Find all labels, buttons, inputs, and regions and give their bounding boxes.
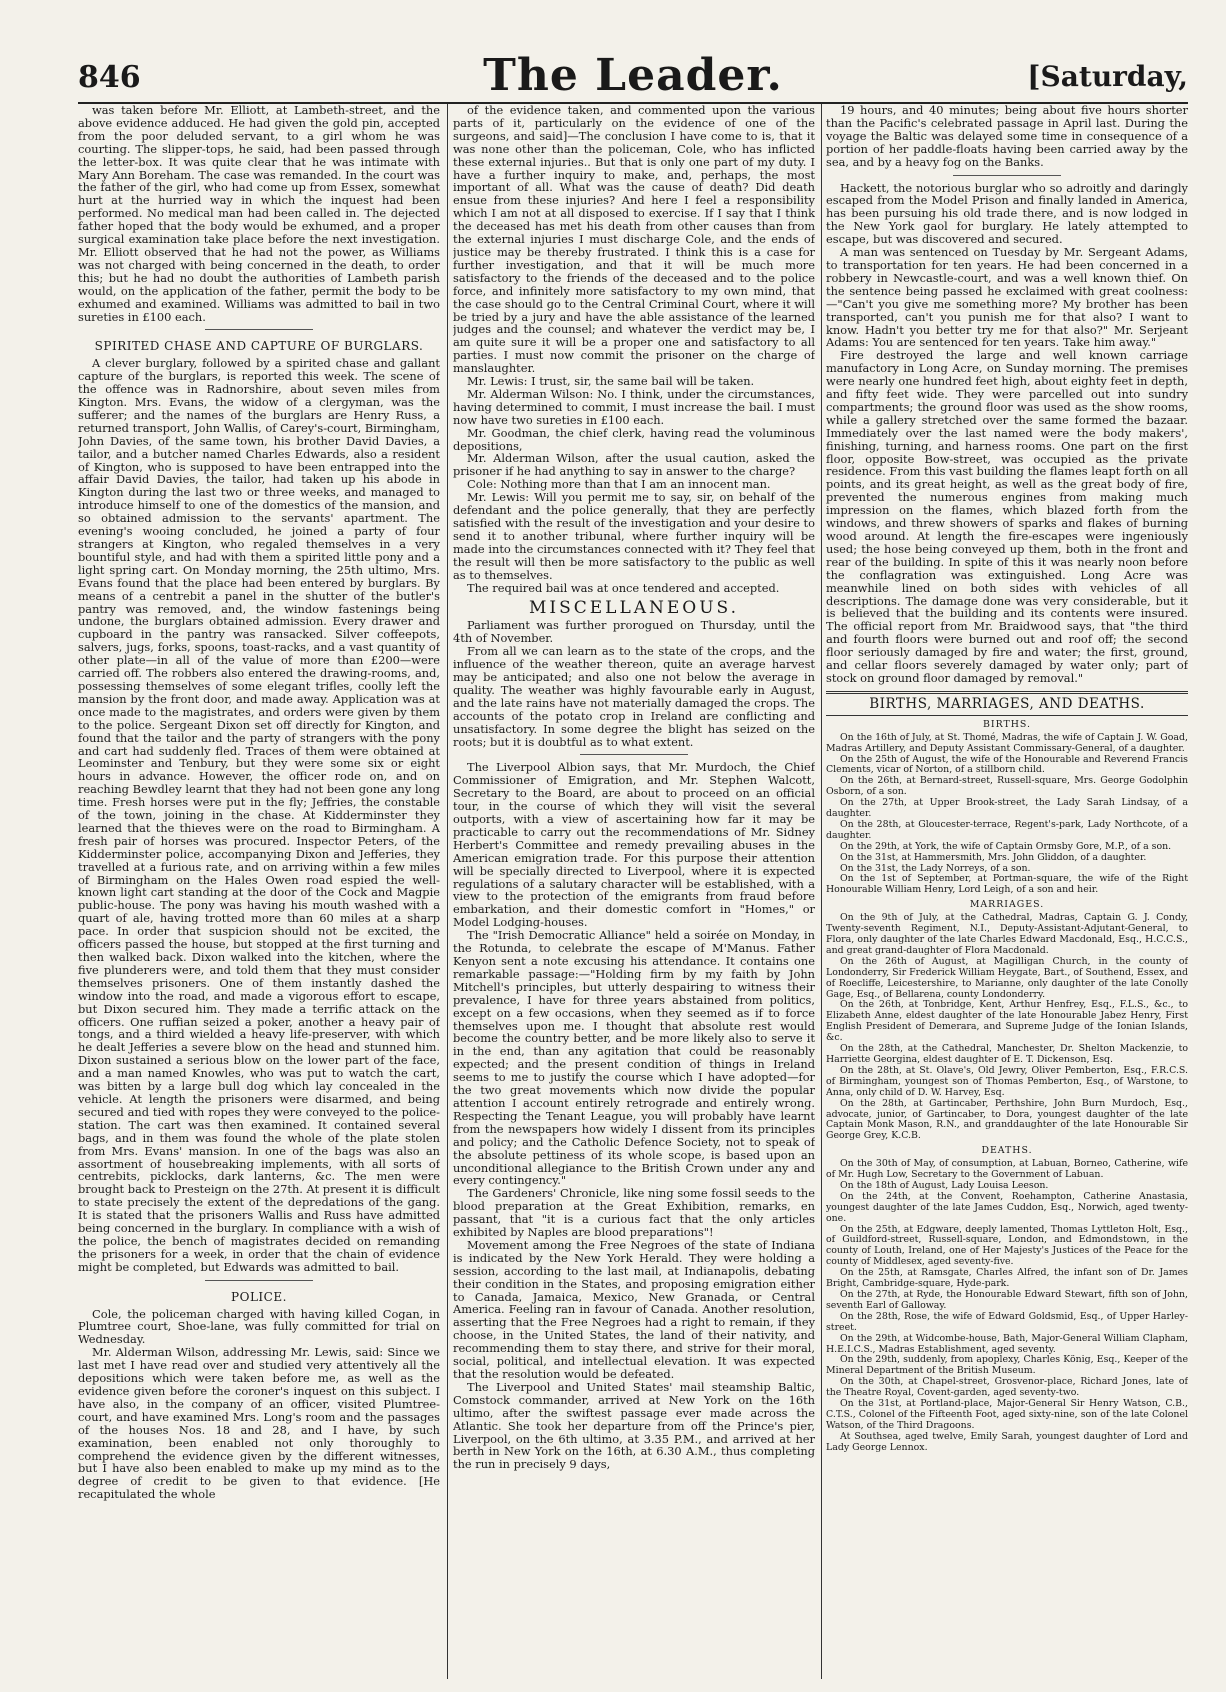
notice-item: On the 30th of May, of consumption, at Labuan, Borneo, Catherine, wife of Mr. Hugh Low, Secretary to the Government of Labuan. <box>826 1158 1188 1181</box>
notices <box>826 720 1188 1454</box>
notice-item: On the 24th, at the Convent, Roehampton, Catherine Anastasia, youngest daughter of the late James Cuddon, Esq., Norwich, aged twenty-one. <box>826 1190 1188 1224</box>
article-text: Cole: Nothing more than that I am an innocent man. <box>467 477 771 492</box>
article-text: A clever burglary, followed by a spirited chase and gallant capture of the burglars, is reported this week. The scene of the offence was in Radnorshire, about seven miles from Kington. Mrs. Evans, the widow of a clergyman, was the sufferer; and the names of the burglars are Henry Russ, a returned transport, John Wallis, of Carey's-court, Birmingham, John Davies, of the same town, his brother David Davies, a tailor, and a butcher named Charles Edwards, also a resident of Kington, who is supposed to have been entrapped into the affair David Davies, the tailor, had taken up his abode in Kington during the last two or three weeks, and managed to introduce himself to one of the domestics of the mansion, and so obtained admission to the servants' apartment. The evening's wooing concluded, he joined a party of four strangers at Kington, who regaled themselves in a very bountiful style, and had with them a spirited little pony and a light spring cart. On Monday morning, the 25th ultimo, Mrs. Evans found that the place had been entered by burglars. By means of a centrebit a panel in the shutter of the butler's pantry was removed, and, the window fastenings being undone, the burglars obtained admission. Every drawer and cupboard in the pantry was ransacked. Silver coffeepots, salvers, jugs, forks, spoons, toast-racks, and a vast quantity of other plate—in all of the value of more than £200—were carried off. The robbers also entered the drawing-rooms, and, possessing themselves of some elegant trifles, coolly left the mansion by the front door, and made away. Application was at once made to the magistrates, and orders were given by them to the police. Sergeant Dixon set off directly for Kington, and found that the tailor and the party of strangers with the pony and cart had suddenly fled. Traces of them were obtained at Leominster and Tenbury, but they were some six or eight hours in advance. However, the officer rode on, and on reaching Bewdley learnt that they had not been gone any long time. Fresh horses were put in the fly; Jeffries, the constable of the town, joining in the chase. At Kidderminster they learned that the thieves were on the road to Birmingham. A fresh pair of horses was procured. Inspector Peters, of the Kidderminster police, accompanying Dixon and Jefferies, they travelled at a furious rate, and on arriving within a few miles of Birmingham on the Hales Owen road espied the well-known light cart standing at the door of the Cock and Magpie public-house. The pony was having his mouth washed with a quart of ale, having trotted more than 60 miles at a sharp pace. In order that suspicion should not be excited, the officers passed the house, but stopped at the first turning and then walked back. Dixon walked into the kitchen, where the five plunderers were, and told them that they must consider themselves prisoners. One of them instantly dashed the window into the road, and made a vigorous effort to escape, but Dixon secured him. They made a terrific attack on the officers. One ruffian seized a poker, another a heavy pair of tongs, and a third wielded a heavy life-preserver, with which he dealt Jefferies a severe blow on the head and stunned him. Dixon sustained a serious blow on the lower part of the face, and a man named Knowles, who was put to watch the cart, was bitten by a large bull dog which lay concealed in the vehicle. At length the prisoners were disarmed, and being secured and tied with ropes they were conveyed to the police-station. The cart was then examined. It contained several bags, and in them was found the whole of the plate stolen from Mrs. Evans' mansion. In one of the bags was also an assortment of housebreaking implements, with all sorts of centrebits, picklocks, dark lanterns, &c. The men were brought back to Presteign on the 27th. At present it is difficult to state precisely the extent of the depredations of the gang. It is stated that the prisoners Wallis and Russ have admitted being concerned in the burglary. In compliance with a wish of the police, the bench of magistrates decided on remanding the prisoners for a week, in order that the chain of evidence might be completed, but Edwards was admitted to bail. <box>78 356 440 1274</box>
column-2 <box>453 104 815 1679</box>
article-text: Mr. Alderman Wilson: No. I think, under the circumstances, having determined to commit, I must increase the bail. I must now have two sureties in £100 each. <box>453 386 815 427</box>
section-heading-miscellaneous: MISCELLANEOUS. <box>528 598 740 619</box>
divider <box>205 329 314 330</box>
article-text: Movement among the Free Negroes of the state of Indiana is indicated by the New York Herald. They were holding a session, according to the last mail, at Indianapolis, debating their condition in the States, and proposing emigration either to Canada, Jamaica, Mexico, New Granada, or Central America. Feeling ran in favour of Canada. Another resolution, asserting that the Free Negroes had a right to remain, if they choose, in the United States, the land of their nativity, and recommending them to stay there, and strive for their moral, social, political, and intellectual elevation. It was expected that the resolution would be defeated. <box>453 1237 815 1381</box>
article-text: Mr. Goodman, the chief clerk, having read the voluminous depositions, <box>453 425 815 453</box>
article-text: The required bail was at once tendered and accepted. <box>467 580 780 595</box>
notice-item: On the 28th, at Gloucester-terrace, Regent's-park, Lady Northcote, of a daughter. <box>826 818 1188 841</box>
notice-item: On the 30th, at Chapel-street, Grosvenor-place, Richard Jones, late of the Theatre Royal, Covent-garden, aged seventy-two. <box>826 1376 1188 1399</box>
notice-item: On the 25th, at Edgware, deeply lamented, Thomas Lyttleton Holt, Esq., of Guildford-street, Russell-square, London, and Edmondstown, in the county of Louth, Ireland, one of Her Majesty's Justices of the Peace for the county of Middlesex, aged seventy-five. <box>826 1223 1188 1268</box>
notice-item: On the 29th, suddenly, from apoplexy, Charles König, Esq., Keeper of the Mineral Department of the British Museum. <box>826 1354 1188 1377</box>
notice-item: On the 26th, at Bernard-street, Russell-square, Mrs. George Godolphin Osborn, of a son. <box>826 775 1188 798</box>
section-heading-police: POLICE. <box>231 1289 287 1304</box>
article-text: The Liverpool and United States' mail steamship Baltic, Comstock commander, arrived at New York on the 16th ultimo, after the swiftest passage ever made across the Atlantic. She took her departure from off the Prince's pier, Liverpool, on the 6th ultimo, at 3.35 P.M., and arrived at her berth in New York on the 16th, at 6.30 A.M., thus completing the run in precisely 9 days, <box>453 1379 815 1472</box>
births-heading: BIRTHS. <box>983 718 1031 730</box>
notice-item: On the 25th of August, the wife of the Honourable and Reverend Francis Clements, vicar of Norton, of a stillborn child. <box>826 753 1188 776</box>
article-text: Mr. Alderman Wilson, after the usual caution, asked the prisoner if he had anything to say in answer to the charge? <box>453 451 815 479</box>
notice-item: At Southsea, aged twelve, Emily Sarah, youngest daughter of Lord and Lady George Lennox. <box>826 1430 1188 1453</box>
notice-item: On the 25th, at Ramsgate, Charles Alfred, the infant son of Dr. James Bright, Cambridge-square, Hyde-park. <box>826 1267 1188 1290</box>
article-text: Fire destroyed the large and well known carriage manufactory in Long Acre, on Sunday morning. The premises were nearly one hundred feet high, about eighty feet in depth, and fifty feet wide. They were parcelled out into sundry compartments; the ground floor was used as the show rooms, while a gallery stretched over the same formed the bazaar. Immediately over the last named were the body makers', finishing, turning, and harness rooms. One part on the first floor, opposite Bow-street, was occupied as the private residence. From this vast building the flames leapt forth on all points, and its great height, as well as the great body of fire, prevented the numerous engines from making much impression on the flames, which blazed forth from the windows, and threw showers of sparks and flakes of burning wood around. At length the fire-escapes were ingeniously used; the hose being conveyed up them, both in the front and rear of the building. In spite of this it was nearly noon before the conflagration was extinguished. Long Acre was meanwhile lined on both sides with vehicles of all descriptions. The damage done was very considerable, but it is believed that the building and its contents were insured. The official report from Mr. Braidwood says, that "the third and fourth floors were burned out and roof off; the second floor seriously damaged by fire and water; the first, ground, and cellar floors severely damaged by water only; part of stock on ground floor damaged by removal." <box>826 348 1188 685</box>
article-text: A man was sentenced on Tuesday by Mr. Sergeant Adams, to transportation for ten years. He had been concerned in a robbery in Newcastle-court, and was a well known thief. On the sentence being passed he exclaimed with great coolness:—"Can't you give me something more? My brother has been transported, can't you punish me for that also? I want to know. Hadn't you better try me for that also?" Mr. Serjeant Adams: You are sentenced for ten years. Take him away." <box>826 245 1188 350</box>
article-text: of the evidence taken, and commented upon the various parts of it, particularly on the evidence of one of the surgeons, and said]—The conclusion I have come to is, that it was none other than the policeman, Cole, who has inflicted these external injuries.. But that is only one part of my duty. I have a further inquiry to make, and, perhaps, the most important of all. What was the cause of death? Did death ensue from these injuries? And here I feel a responsibility which I am not at all disposed to exercise. If I say that I think the deceased has met his death from other causes than from the external injuries I must discharge Cole, and the ends of justice may be thereby frustrated. I think this is a case for further investigation, and that it will be much more satisfactory to the friends of the deceased and to the police force, and infinitely more satisfactory to my own mind, that the case should go to the Central Criminal Court, where it will be tried by a jury and have the able assistance of the learned judges and the counsel; and whatever the verdict may be, I am quite sure it will be a proper one and satisfactory to all parties. I must now commit the prisoner on the charge of manslaughter. <box>453 104 815 376</box>
issue-day: [Saturday, <box>1027 60 1188 93</box>
article-text: The Liverpool Albion says, that Mr. Murdoch, the Chief Commissioner of Emigration, and Mr. Stephen Walcott, Secretary to the Board, are about to proceed on an official tour, in the course of which they will visit the several outports, with a view of ascertaining how far it may be practicable to carry out the recommendations of Mr. Sidney Herbert's Committee and remedy prevailing abuses in the American emigration trade. For this purpose their attention will be specially directed to Liverpool, where it is expected regulations of a salutary character will be established, with a view to the protection of the emigrants from fraud before embarkation, and their domestic comfort in "Homes," or Model Lodging-houses. <box>453 760 815 930</box>
notice-item: On the 26th, at Tonbridge, Kent, Arthur Henfrey, Esq., F.L.S., &c., to Elizabeth Anne, eldest daughter of the late Honourable Jabez Henry, First English President of Demerara, and Supreme Judge of the Ionian Islands, &c. <box>826 999 1188 1044</box>
article-text: was taken before Mr. Elliott, at Lambeth-street, and the above evidence adduced. He had given the gold pin, accepted from the poor deluded servant, to a girl whom he was courting. The slipper-tops, he said, had been passed through the letter-box. It was quite clear that he was intimate with Mary Ann Boreham. The case was remanded. In the court was the father of the girl, who had come up from Essex, somewhat hurt at the hurried way in which the inquest had been performed. No medical man had been called in. The dejected father hoped that the body would be exhumed, and a proper surgical examination take place before the next investigation. Mr. Elliott observed that he had not the power, as Williams was not charged with being concerned in the death, to order this; but he had no doubt the authorities of Lambeth parish would, on the application of the father, permit the body to be exhumed and examined. Williams was admitted to bail in two sureties in £100 each. <box>78 104 440 324</box>
notice-item: On the 28th, at the Cathedral, Manchester, Dr. Shelton Mackenzie, to Harriette Georgina, eldest daughter of E. T. Dickenson, Esq. <box>826 1043 1188 1065</box>
notice-item: On the 27th, at Ryde, the Honourable Edward Stewart, fifth son of John, seventh Earl of Galloway. <box>826 1289 1188 1311</box>
column-rule <box>447 104 448 1679</box>
notice-item: On the 26th of August, at Magilligan Church, in the county of Londonderry, Sir Frederick William Heygate, Bart., of Southend, Essex, and of Roecliffe, Leicestershire, to Marianne, only daughter of the late Conolly Gage, Esq., of Bellarena, county Londonderry. <box>826 955 1188 1000</box>
article-text: The "Irish Democratic Alliance" held a soirée on Monday, in the Rotunda, to celebrate the escape of M'Manus. Father Kenyon sent a note excusing his attendance. It contains one remarkable passage:—"Holding firm by my faith by John Mitchell's principles, but utterly despairing to witness their prevalence, I have for three years abstained from politics, except on a few occasions, when they seemed as if to force themselves upon me. I thought that absolute rest would become the country better, and be more likely also to serve it in the end, than any agitation that could be reasonably expected; and the present condition of things in Ireland seems to me to justify the course which I have adopted—for the two great movements which now divide the popular attention I account entirely retrograde and entirely wrong. Respecting the Tenant League, you will probably have learnt from the newspapers how widely I dissent from its principles and policy; and the Catholic Defence Society, not to speak of the absolute pettiness of its whole scope, is based upon an unconditional allegiance to the British Crown under any and every contingency." <box>453 928 815 1188</box>
notice-item: On the 29th, at Widcombe-house, Bath, Major-General William Clapham, H.E.I.C.S., Madras Establishment, aged seventy. <box>826 1332 1188 1355</box>
article-text: The Gardeners' Chronicle, like ning some fossil seeds to the blood preparation at the Great Exhibition, remarks, en passant, that "it is a curious fact that the only articles exhibited by Naples are blood preparations"! <box>453 1186 815 1240</box>
article-heading: SPIRITED CHASE AND CAPTURE OF BURGLARS. <box>94 339 424 354</box>
article-text: Cole, the policeman charged with having killed Cogan, in Plumtree court, Shoe-lane, was fully committed for trial on Wednesday. <box>78 1306 440 1347</box>
masthead <box>78 48 1188 106</box>
divider <box>953 175 1062 176</box>
notice-item: On the 28th, Rose, the wife of Edward Goldsmid, Esq., of Upper Harley-street. <box>826 1310 1188 1333</box>
divider <box>205 1280 314 1281</box>
notice-item: On the 16th of July, at St. Thomé, Madras, the wife of Captain J. W. Goad, Madras Artillery, and Deputy Assistant Commissary-General, of a daughter. <box>826 731 1188 754</box>
notice-item: On the 31st, at Hammersmith, Mrs. John Gliddon, of a daughter. <box>840 851 1147 863</box>
page-number: 846 <box>78 60 141 95</box>
article-text: 19 hours, and 40 minutes; being about five hours shorter than the Pacific's celebrated passage in April last. During the voyage the Baltic was delayed some time in consequence of a portion of her paddle-floats having been carried away by the sea, and by a heavy fog on the Banks. <box>826 104 1188 169</box>
notice-item: On the 31st, the Lady Norreys, of a son. <box>840 862 1031 874</box>
divider <box>580 754 689 755</box>
notice-item: On the 29th, at York, the wife of Captain Ormsby Gore, M.P., of a son. <box>840 840 1172 852</box>
notice-item: On the 28th, at St. Olave's, Old Jewry, Oliver Pemberton, Esq., F.R.C.S. of Birmingham, youngest son of Thomas Pemberton, Esq., of Warstone, to Anna, only child of D. W. Harvey, Esq. <box>826 1064 1188 1098</box>
column-rule <box>821 104 822 1679</box>
deaths-heading: DEATHS. <box>981 1145 1033 1157</box>
notice-item: On the 1st of September, at Portman-square, the wife of the Right Honourable William Henry, Lord Leigh, of a son and heir. <box>826 873 1188 896</box>
article-text: Parliament was further prorogued on Thursday, until the 4th of November. <box>453 618 815 646</box>
notice-item: On the 31st, at Portland-place, Major-General Sir Henry Watson, C.B., C.T.S., Colonel of the Fifteenth Foot, aged sixty-nine, son of the late Colonel Watson, of the Third Dragoons. <box>826 1398 1188 1431</box>
notice-item: On the 9th of July, at the Cathedral, Madras, Captain G. J. Condy, Twenty-seventh Regiment, N.I., Deputy-Assistant-Adjutant-General, to Flora, only daughter of the late Charles Edward Macdonald, Esq., H.C.C.S., and great grand-daughter of Flora Macdonald. <box>826 912 1188 956</box>
marriages-heading: MARRIAGES. <box>969 899 1045 911</box>
newspaper-title: The Leader. <box>483 50 783 101</box>
notice-item: On the 28th, at Gartincaber, Perthshire, John Burn Murdoch, Esq., advocate, junior, of Gartincaber, to Dora, youngest daughter of the late Captain Monk Mason, R.N., and granddaughter of the late Honourable Sir George Grey, K.C.B. <box>826 1097 1188 1142</box>
notice-item: On the 18th of August, Lady Louisa Leeson. <box>840 1179 1049 1191</box>
notice-item: On the 27th, at Upper Brook-street, the Lady Sarah Lindsay, of a daughter. <box>826 797 1188 820</box>
article-text: Hackett, the notorious burglar who so adroitly and daringly escaped from the Model Prison and finally landed in America, has been pursuing his old trade there, and is now lodged in the New York gaol for burglary. He lately attempted to escape, but was discovered and secured. <box>826 180 1188 247</box>
column-1 <box>78 104 440 1679</box>
article-text: Mr. Alderman Wilson, addressing Mr. Lewis, said: Since we last met I have read over and studied very attentively all the depositions which were taken before me, as well as the evidence given before the coroner's inquest on this subject. I have also, in the company of an officer, visited Plumtree-court, and have examined Mrs. Long's room and the passages of the houses Nos. 18 and 28, and I have, by such examination, been enabled not only thoroughly to comprehend the evidence given by the different witnesses, but I have also been enabled to make up my mind as to the degree of credit to be given to that evidence. [He recapitulated the whole <box>78 1345 440 1502</box>
article-text: From all we can learn as to the state of the crops, and the influence of the weather thereon, quite an average harvest may be anticipated; and also one not below the average in quality. The weather was highly favourable early in August, and the late rains have not materially damaged the crops. The accounts of the potato crop in Ireland are conflicting and unsatisfactory. In some degree the blight has seized on the roots; but it is doubtful as to what extent. <box>453 644 815 749</box>
column-3 <box>826 104 1188 1679</box>
article-text: Mr. Lewis: I trust, sir, the same bail will be taken. <box>467 374 755 389</box>
section-heading-births-marriages-deaths: BIRTHS, MARRIAGES, AND DEATHS. <box>826 691 1188 716</box>
article-text: Mr. Lewis: Will you permit me to say, sir, on behalf of the defendant and the police generally, that they are perfectly satisfied with the result of the investigation and your desire to send it to another tribunal, where further inquiry will be made into the circumstances connected with it? They feel that the result will then be more satisfactory to the public as well as to themselves. <box>453 490 815 582</box>
